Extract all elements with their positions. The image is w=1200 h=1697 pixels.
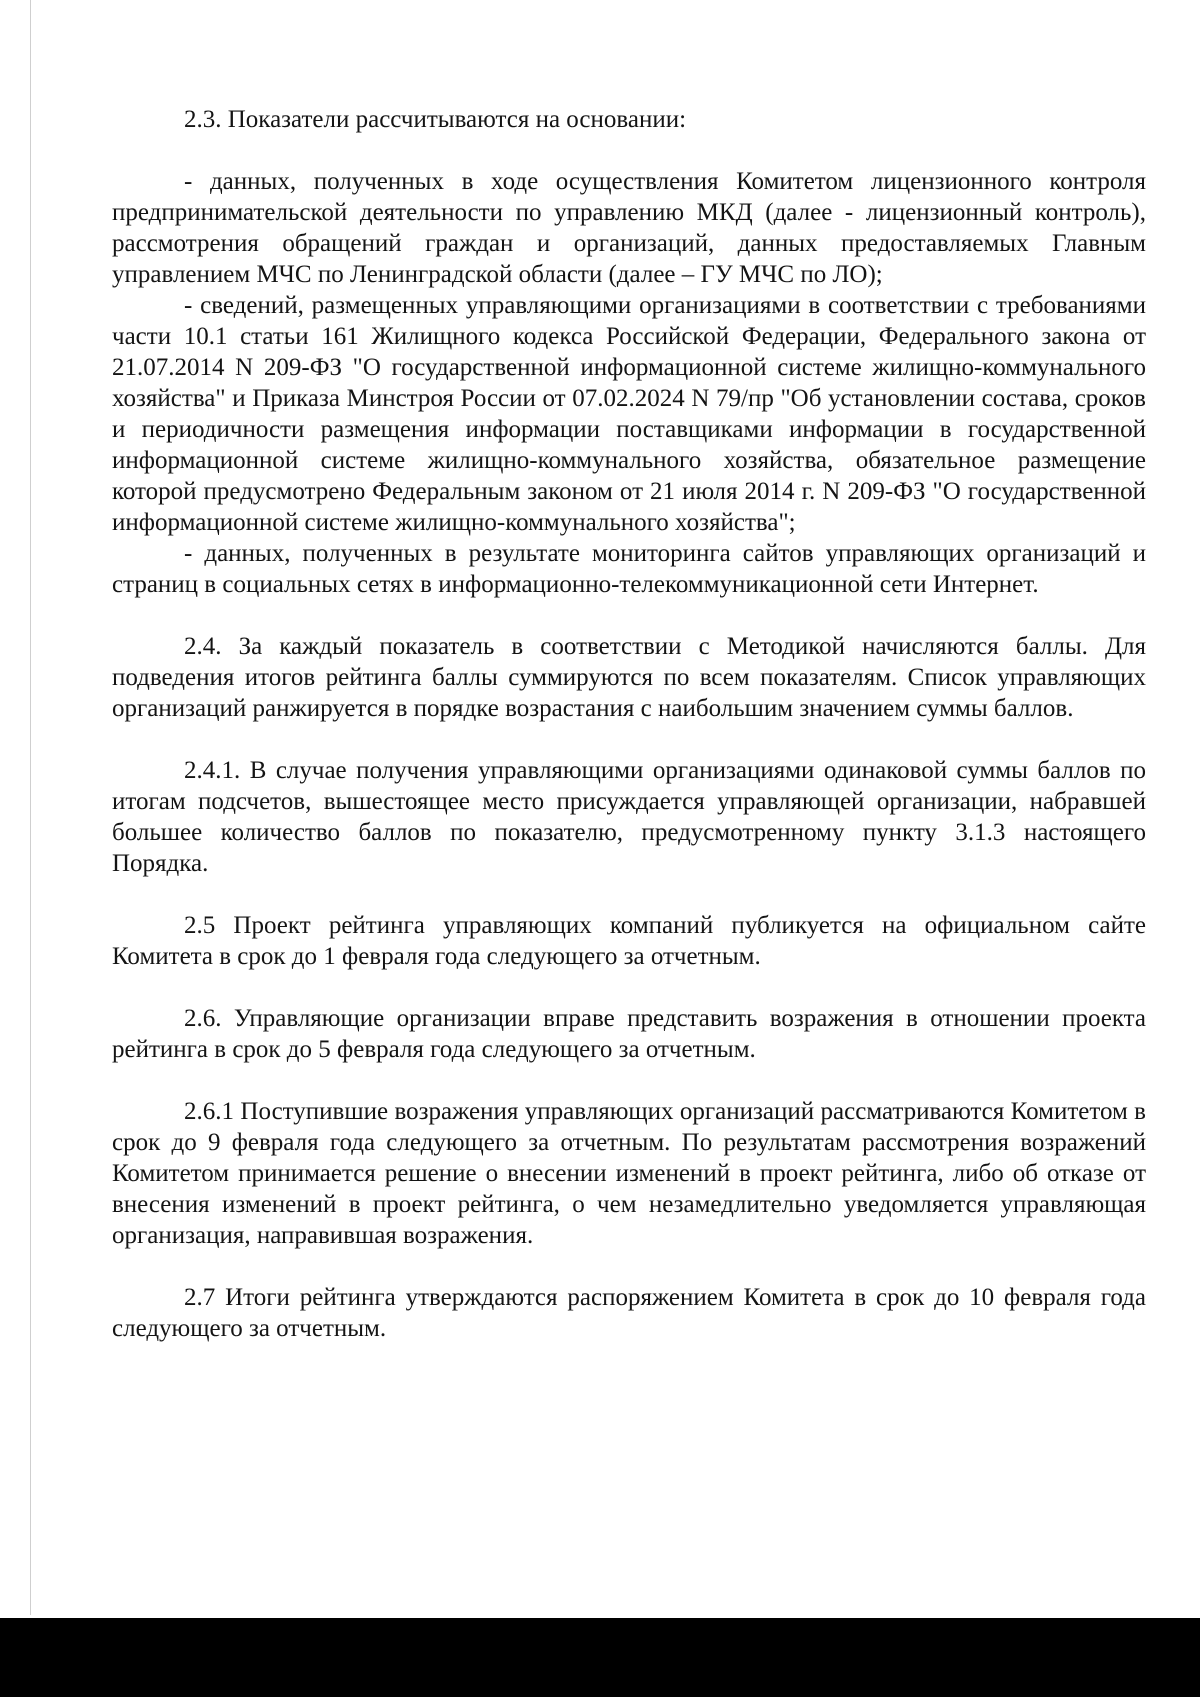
paragraph-2-5: 2.5 Проект рейтинга управляющих компаний публикуется на официальном сайте Комитета в срок до 1 февраля года следующего за отчетным. <box>112 912 1146 970</box>
scan-bottom-band <box>0 1618 1200 1697</box>
paragraph-2-6-1: 2.6.1 Поступившие возражения управляющих организаций рассматриваются Комитетом в срок до 9 февраля года следующего за отчетным. По результатам рассмотрения возражений Комитетом принимается решение о внесении изменений в проект рейтинга, либо об отказе от внесения изменений в проект рейтинга, о чем незамедлительно уведомляется управляющая организация, направившая возражения. <box>112 1098 1146 1249</box>
paragraph-2-4: 2.4. За каждый показатель в соответствии с Методикой начисляются баллы. Для подведения итогов рейтинга баллы суммируются по всем показателям. Список управляющих организаций ранжируется в порядке возрастания с наибольшим значением суммы баллов. <box>112 633 1146 722</box>
document-body <box>112 104 1146 1344</box>
paragraph-2-4-1: 2.4.1. В случае получения управляющими организациями одинаковой суммы баллов по итогам подсчетов, вышестоящее место присуждается управляющей организации, набравшей большее количество баллов по показателю, предусмотренному пункту 3.1.3 настоящего Порядка. <box>112 757 1146 877</box>
paragraph-2-7: 2.7 Итоги рейтинга утверждаются распоряжением Комитета в срок до 10 февраля года следующего за отчетным. <box>112 1284 1146 1342</box>
paragraph-2-3: 2.3. Показатели рассчитываются на основании: <box>184 106 687 133</box>
paragraph-2-3-item-gis-zhkh: - сведений, размещенных управляющими организациями в соответствии с требованиями части 10.1 статьи 161 Жилищного кодекса Российской Федерации, Федерального закона от 21.07.2014 N 209-ФЗ "О государственной информационной системе жилищно-коммунального хозяйства" и Приказа Минстроя России от 07.02.2024 N 79/пр "Об установлении состава, сроков и периодичности размещения информации поставщиками информации в государственной информационной системе жилищно-коммунального хозяйства, обязательное размещение которой предусмотрено Федеральным законом от 21 июля 2014 г. N 209-ФЗ "О государственной информационной системе жилищно-коммунального хозяйства"; <box>112 292 1146 536</box>
paragraph-2-3-item-monitoring: - данных, полученных в результате мониторинга сайтов управляющих организаций и страниц в социальных сетях в информационно-телекоммуникационной сети Интернет. <box>112 540 1146 598</box>
scan-edge-line <box>30 0 31 1615</box>
paragraph-2-3-item-licensing: - данных, полученных в ходе осуществления Комитетом лицензионного контроля предпринимательской деятельности по управлению МКД (далее - лицензионный контроль), рассмотрения обращений граждан и организаций, данных предоставляемых Главным управлением МЧС по Ленинградской области (далее – ГУ МЧС по ЛО); <box>112 168 1146 288</box>
paragraph-2-6: 2.6. Управляющие организации вправе представить возражения в отношении проекта рейтинга в срок до 5 февраля года следующего за отчетным. <box>112 1005 1146 1063</box>
